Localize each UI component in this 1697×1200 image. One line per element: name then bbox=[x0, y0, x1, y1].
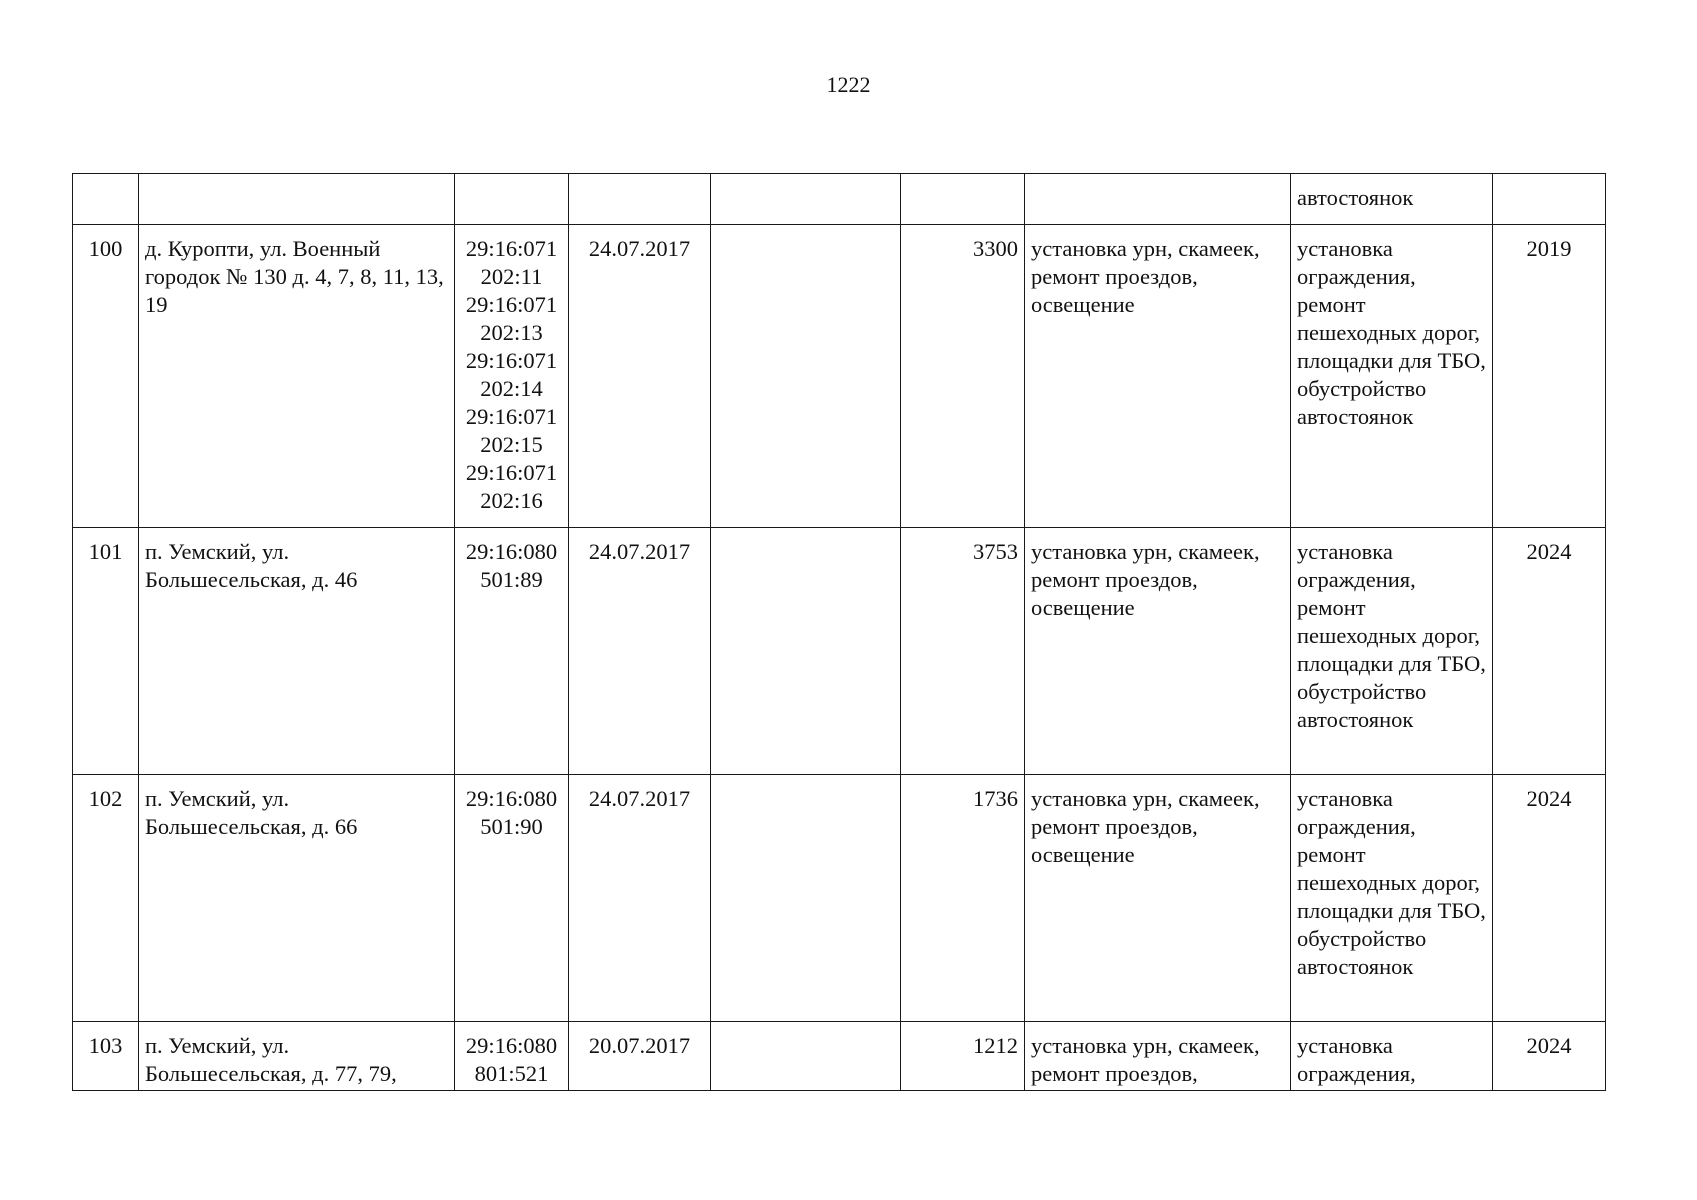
cell-date bbox=[569, 174, 711, 225]
table-row bbox=[73, 225, 1606, 528]
cell-cadastral bbox=[455, 528, 569, 775]
cell-address: п. Уемский, ул. Большесельская, д. 46 bbox=[139, 528, 455, 775]
page-number: 1222 bbox=[826, 72, 871, 97]
table-row bbox=[73, 775, 1606, 1022]
improvement-table bbox=[72, 173, 1606, 1091]
cell-num: 101 bbox=[73, 528, 139, 775]
cell-year: 2024 bbox=[1493, 528, 1606, 775]
table-row-continuation bbox=[73, 174, 1606, 225]
cell-works-extra: установка ограждения, ремонт пешеходных дорог, площадки для ТБО, обустройство автостоянок bbox=[1291, 225, 1493, 528]
cell-date: 20.07.2017 bbox=[569, 1022, 711, 1091]
cell-works-min: установка урн, скамеек, ремонт проездов, освещение bbox=[1025, 225, 1291, 528]
cell-cadastral bbox=[455, 225, 569, 528]
cell-num: 102 bbox=[73, 775, 139, 1022]
cell-works-extra: автостоянок bbox=[1291, 174, 1493, 225]
cell-num bbox=[73, 174, 139, 225]
cell-area: 3300 bbox=[901, 225, 1025, 528]
cell-address: п. Уемский, ул. Большесельская, д. 77, 79, bbox=[139, 1022, 455, 1091]
cell-year: 2024 bbox=[1493, 775, 1606, 1022]
cell-works-extra: установка ограждения, ремонт пешеходных дорог, площадки для ТБО, обустройство автостоянок bbox=[1291, 528, 1493, 775]
cell-col5 bbox=[711, 775, 901, 1022]
cell-col5 bbox=[711, 225, 901, 528]
cell-date: 24.07.2017 bbox=[569, 775, 711, 1022]
cell-num: 103 bbox=[73, 1022, 139, 1091]
table-row bbox=[73, 1022, 1606, 1091]
cadastral-numbers: 29:16:080 501:89 bbox=[465, 539, 558, 592]
cell-address: п. Уемский, ул. Большесельская, д. 66 bbox=[139, 775, 455, 1022]
cell-area: 1736 bbox=[901, 775, 1025, 1022]
cell-cadastral bbox=[455, 1022, 569, 1091]
cell-col5 bbox=[711, 174, 901, 225]
cell-area bbox=[901, 174, 1025, 225]
cadastral-numbers: 29:16:080 501:90 bbox=[465, 786, 558, 839]
cell-year bbox=[1493, 174, 1606, 225]
cell-works-min: установка урн, скамеек, ремонт проездов, освещение bbox=[1025, 528, 1291, 775]
cell-works-min: установка урн, скамеек, ремонт проездов, bbox=[1025, 1022, 1291, 1091]
cell-works-min: установка урн, скамеек, ремонт проездов, освещение bbox=[1025, 775, 1291, 1022]
cell-area: 1212 bbox=[901, 1022, 1025, 1091]
cell-date: 24.07.2017 bbox=[569, 225, 711, 528]
cadastral-numbers: 29:16:080 801:521 bbox=[465, 1033, 558, 1086]
cell-works-extra: установка ограждения, ремонт пешеходных дорог, площадки для ТБО, обустройство автостоянок bbox=[1291, 775, 1493, 1022]
cell-num: 100 bbox=[73, 225, 139, 528]
cell-col5 bbox=[711, 1022, 901, 1091]
cell-year: 2024 bbox=[1493, 1022, 1606, 1091]
cell-year: 2019 bbox=[1493, 225, 1606, 528]
table-row bbox=[73, 528, 1606, 775]
cell-cadastral bbox=[455, 174, 569, 225]
cell-area: 3753 bbox=[901, 528, 1025, 775]
cell-works-extra: установка ограждения, bbox=[1291, 1022, 1493, 1091]
cell-cadastral bbox=[455, 775, 569, 1022]
cadastral-numbers: 29:16:071 202:11 29:16:071 202:13 29:16:071 202:14 29:16:071 202:15 29:16:071 202:16 bbox=[465, 236, 558, 513]
cell-address bbox=[139, 174, 455, 225]
cell-date: 24.07.2017 bbox=[569, 528, 711, 775]
cell-col5 bbox=[711, 528, 901, 775]
cell-works-min bbox=[1025, 174, 1291, 225]
cell-address: д. Куропти, ул. Военный городок № 130 д. 4, 7, 8, 11, 13, 19 bbox=[139, 225, 455, 528]
